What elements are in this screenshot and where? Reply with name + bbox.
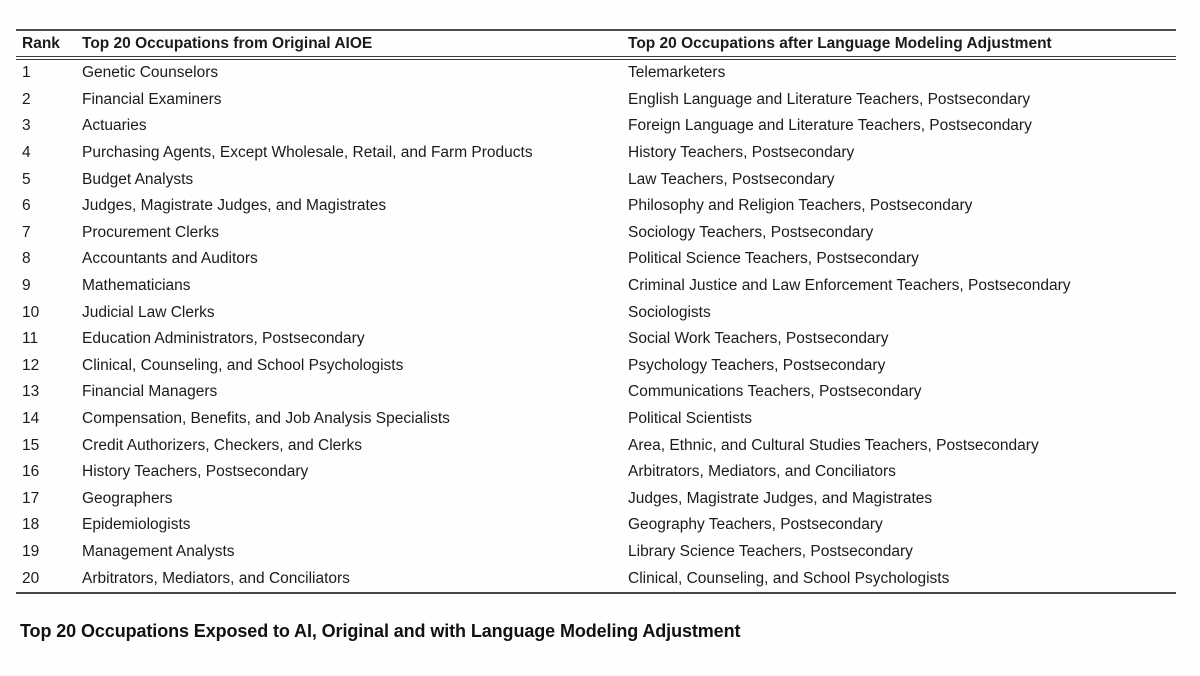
table-row xyxy=(16,379,1176,406)
cell-adjusted-occupation: Social Work Teachers, Postsecondary xyxy=(628,330,889,348)
table-row xyxy=(16,326,1176,353)
cell-rank: 2 xyxy=(22,90,31,108)
cell-original-occupation: Epidemiologists xyxy=(82,516,191,534)
cell-adjusted-occupation: Area, Ethnic, and Cultural Studies Teachers, Postsecondary xyxy=(628,436,1039,454)
cell-original-occupation: Financial Examiners xyxy=(82,90,222,108)
cell-rank: 7 xyxy=(22,223,31,241)
cell-rank: 3 xyxy=(22,117,31,135)
table-row xyxy=(16,140,1176,167)
cell-original-occupation: Actuaries xyxy=(82,117,147,135)
cell-rank: 11 xyxy=(22,330,39,348)
cell-adjusted-occupation: Psychology Teachers, Postsecondary xyxy=(628,356,886,374)
table-row xyxy=(16,565,1176,593)
cell-original-occupation: Budget Analysts xyxy=(82,170,194,188)
cell-rank: 8 xyxy=(22,250,31,268)
cell-original-occupation: Judicial Law Clerks xyxy=(82,303,215,321)
cell-original-occupation: Compensation, Benefits, and Job Analysis Specialists xyxy=(82,410,450,428)
col-header-original-aioe: Top 20 Occupations from Original AIOE xyxy=(82,34,373,52)
cell-adjusted-occupation: Sociology Teachers, Postsecondary xyxy=(628,223,874,241)
cell-adjusted-occupation: Philosophy and Religion Teachers, Postsecondary xyxy=(628,197,973,215)
cell-original-occupation: Clinical, Counseling, and School Psychologists xyxy=(82,356,404,374)
cell-adjusted-occupation: Communications Teachers, Postsecondary xyxy=(628,383,922,401)
cell-original-occupation: Credit Authorizers, Checkers, and Clerks xyxy=(82,436,362,454)
cell-original-occupation: Purchasing Agents, Except Wholesale, Retail, and Farm Products xyxy=(82,144,533,162)
cell-adjusted-occupation: Political Science Teachers, Postsecondary xyxy=(628,250,919,268)
cell-adjusted-occupation: Telemarketers xyxy=(628,64,726,82)
col-header-rank: Rank xyxy=(22,34,60,52)
col-header-lm-adjusted: Top 20 Occupations after Language Modeling Adjustment xyxy=(628,34,1052,52)
cell-original-occupation: Management Analysts xyxy=(82,542,235,560)
table-row xyxy=(16,246,1176,273)
cell-original-occupation: Procurement Clerks xyxy=(82,223,219,241)
cell-rank: 4 xyxy=(22,144,31,162)
cell-rank: 20 xyxy=(22,569,40,587)
cell-original-occupation: Financial Managers xyxy=(82,383,218,401)
table-caption: Top 20 Occupations Exposed to AI, Original and with Language Modeling Adjustment xyxy=(20,620,741,641)
cell-original-occupation: Mathematicians xyxy=(82,277,191,295)
cell-adjusted-occupation: Geography Teachers, Postsecondary xyxy=(628,516,883,534)
header-row xyxy=(16,30,1176,58)
cell-adjusted-occupation: Political Scientists xyxy=(628,410,753,428)
cell-rank: 5 xyxy=(22,170,31,188)
cell-rank: 9 xyxy=(22,277,31,295)
cell-adjusted-occupation: Arbitrators, Mediators, and Conciliators xyxy=(628,463,896,481)
cell-original-occupation: Education Administrators, Postsecondary xyxy=(82,330,365,348)
table-row xyxy=(16,166,1176,193)
table-row xyxy=(16,539,1176,566)
cell-rank: 18 xyxy=(22,516,40,534)
cell-original-occupation: Accountants and Auditors xyxy=(82,250,258,268)
cell-original-occupation: Geographers xyxy=(82,489,173,507)
cell-adjusted-occupation: Criminal Justice and Law Enforcement Teachers, Postsecondary xyxy=(628,277,1071,295)
table-row xyxy=(16,406,1176,433)
cell-adjusted-occupation: Sociologists xyxy=(628,303,711,321)
cell-rank: 17 xyxy=(22,489,40,507)
table-row xyxy=(16,113,1176,140)
table-row xyxy=(16,273,1176,300)
cell-rank: 10 xyxy=(22,303,40,321)
cell-rank: 15 xyxy=(22,436,40,454)
cell-original-occupation: Arbitrators, Mediators, and Conciliators xyxy=(82,569,350,587)
cell-adjusted-occupation: Foreign Language and Literature Teachers, Postsecondary xyxy=(628,117,1032,135)
cell-adjusted-occupation: Judges, Magistrate Judges, and Magistrates xyxy=(628,489,933,507)
cell-rank: 6 xyxy=(22,197,31,215)
occupations-table xyxy=(16,29,1176,594)
table-row xyxy=(16,512,1176,539)
table-row xyxy=(16,432,1176,459)
table-row xyxy=(16,193,1176,220)
table-row xyxy=(16,58,1176,87)
cell-rank: 16 xyxy=(22,463,40,481)
cell-rank: 19 xyxy=(22,542,40,560)
cell-adjusted-occupation: Library Science Teachers, Postsecondary xyxy=(628,542,913,560)
cell-rank: 1 xyxy=(22,64,31,82)
cell-rank: 12 xyxy=(22,356,40,374)
table-header xyxy=(16,30,1176,58)
cell-rank: 13 xyxy=(22,383,40,401)
table-row xyxy=(16,220,1176,247)
table-body xyxy=(16,58,1176,593)
table-row xyxy=(16,459,1176,486)
cell-original-occupation: History Teachers, Postsecondary xyxy=(82,463,309,481)
cell-adjusted-occupation: History Teachers, Postsecondary xyxy=(628,144,855,162)
cell-adjusted-occupation: Law Teachers, Postsecondary xyxy=(628,170,835,188)
table-row xyxy=(16,87,1176,114)
cell-rank: 14 xyxy=(22,410,40,428)
table-row xyxy=(16,299,1176,326)
table-row xyxy=(16,486,1176,513)
cell-original-occupation: Judges, Magistrate Judges, and Magistrates xyxy=(82,197,387,215)
cell-adjusted-occupation: Clinical, Counseling, and School Psychologists xyxy=(628,569,950,587)
table-row xyxy=(16,353,1176,380)
cell-adjusted-occupation: English Language and Literature Teachers, Postsecondary xyxy=(628,90,1031,108)
cell-original-occupation: Genetic Counselors xyxy=(82,64,219,82)
